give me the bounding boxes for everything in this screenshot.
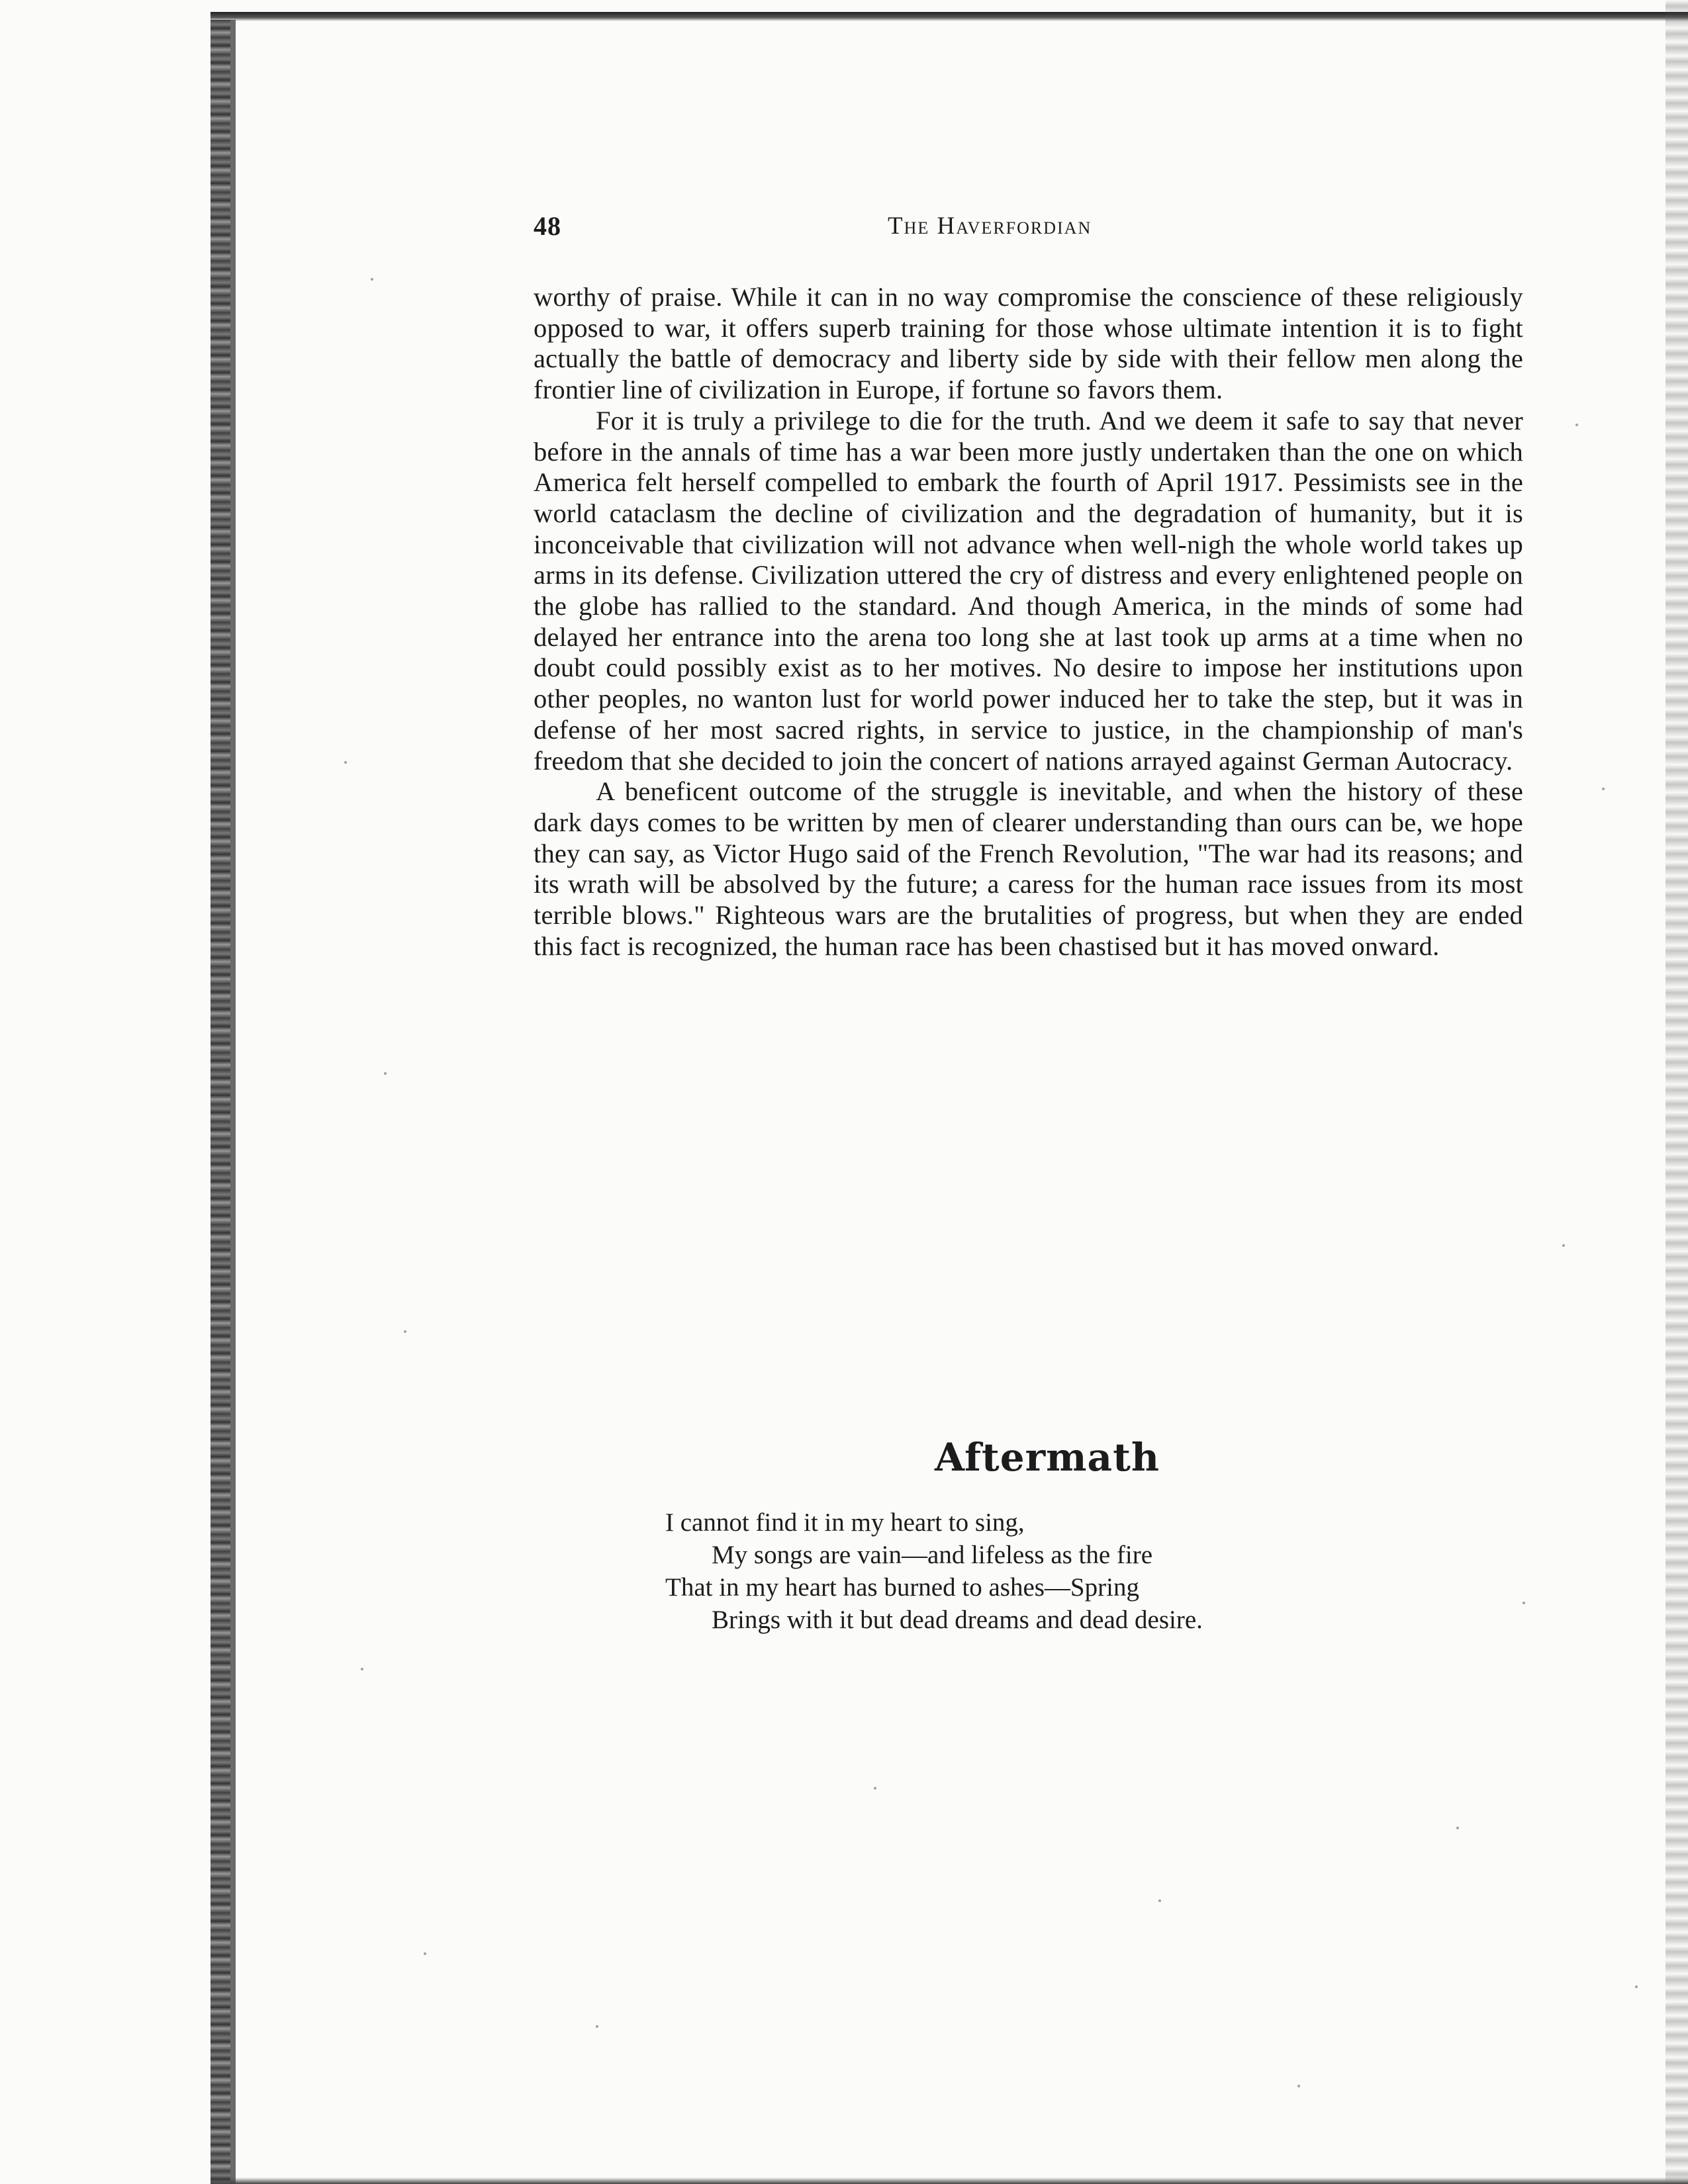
scan-speck bbox=[371, 278, 373, 281]
scan-speck bbox=[596, 2025, 598, 2028]
running-head: The Haverfordian bbox=[888, 212, 1092, 240]
article-body bbox=[534, 282, 1523, 962]
scan-speck bbox=[1575, 424, 1578, 426]
scan-speck bbox=[1562, 1244, 1565, 1247]
scan-speck bbox=[404, 1330, 406, 1333]
scan-speck bbox=[344, 761, 347, 764]
page-number: 48 bbox=[534, 211, 561, 241]
poem bbox=[665, 1506, 1460, 1636]
poem-line: I cannot find it in my heart to sing, bbox=[665, 1508, 1025, 1537]
scan-speck bbox=[1456, 1827, 1459, 1829]
page-header bbox=[534, 210, 1540, 248]
scan-bottom-edge bbox=[211, 2177, 1688, 2184]
scan-speck bbox=[1635, 1985, 1638, 1988]
poem-line: That in my heart has burned to ashes—Spring bbox=[665, 1573, 1139, 1602]
paragraph: worthy of praise. While it can in no way compromise the conscience of these religiously opposed to war, it offers superb training for those whose ultimate intention it is to fight actually the battle of democracy and liberty side by side with their fellow men along the frontier line of civilization in Europe, if fortune so favors them. bbox=[534, 282, 1523, 405]
scan-binding-edge bbox=[211, 20, 230, 2184]
poem-line: My songs are vain—and lifeless as the fire bbox=[712, 1541, 1153, 1569]
scan-speck bbox=[1158, 1899, 1161, 1902]
paragraph: For it is truly a privilege to die for the truth. And we deem it safe to say that never before in the annals of time has a war been more justly undertaken than the one on which America felt herself compelled to embark the fourth of April 1917. Pessimists see in the world cataclasm the decline of civilization and the degradation of humanity, but it is inconceivable that civilization will not advance when well-nigh the whole world takes up arms in its defense. Civilization uttered the cry of distress and every enlightened people on the globe has rallied to the standard. And though America, in the minds of some had delayed her entrance into the arena too long she at last took up arms at a time when no doubt could possibly exist as to her motives. No desire to impose her institutions upon other peoples, no wanton lust for world power induced her to take the step, but it was in defense of her most sacred rights, in service to justice, in the championship of man's freedom that she decided to join the concert of nations arrayed against German Autocracy. bbox=[534, 405, 1523, 776]
scan-right-edge bbox=[1665, 0, 1688, 2184]
poem-title: Aftermath bbox=[935, 1435, 1160, 1480]
poem-line: Brings with it but dead dreams and dead desire. bbox=[712, 1606, 1203, 1634]
scan-top-edge bbox=[211, 12, 1688, 21]
scan-speck bbox=[424, 1952, 426, 1955]
paragraph: A beneficent outcome of the struggle is inevitable, and when the history of these dark days comes to be written by men of clearer understanding than ours can be, we hope they can say, as Victor Hugo said of the French Revolution, "The war had its reasons; and its wrath will be absolved by the future; a caress for the human race issues from its most terrible blows." Righteous wars are the brutalities of progress, but when they are ended this fact is recognized, the human race has been chastised but it has moved onward. bbox=[534, 776, 1523, 961]
scan-speck bbox=[1523, 1602, 1525, 1604]
scan-speck bbox=[361, 1668, 363, 1670]
scan-speck bbox=[1297, 2085, 1300, 2087]
scan-speck bbox=[874, 1787, 876, 1790]
scan-speck bbox=[384, 1072, 387, 1075]
scan-speck bbox=[1602, 788, 1605, 790]
scan-binding-shadow bbox=[230, 20, 236, 2184]
